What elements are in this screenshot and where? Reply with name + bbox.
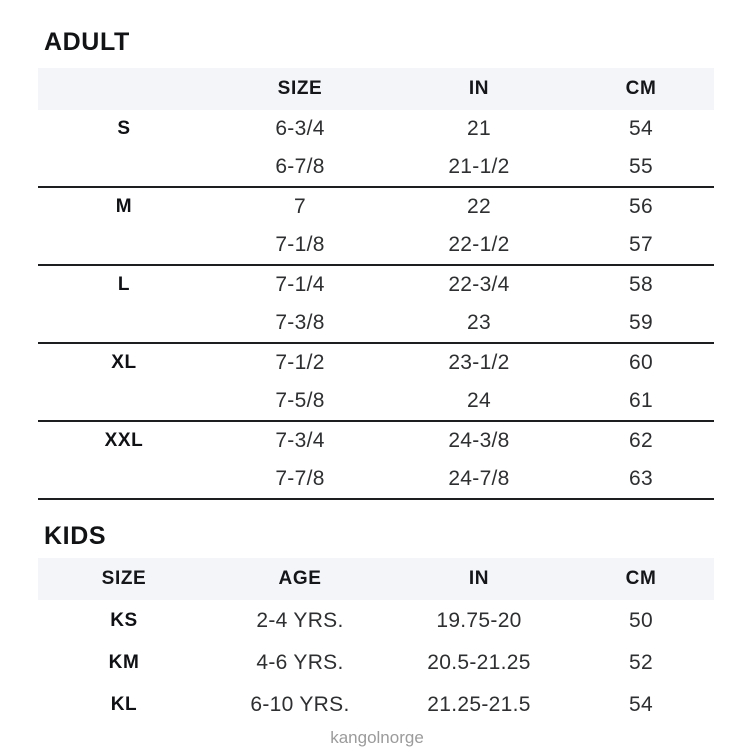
- size-label-cell: KM: [108, 652, 140, 673]
- adult-header-cm: CM: [568, 68, 714, 110]
- cm-value-cell: 50: [629, 609, 653, 632]
- cm-value-cell: 56: [629, 195, 653, 218]
- cm-value-cell: 52: [629, 651, 653, 674]
- in-value-cell: 21.25-21.5: [427, 693, 531, 716]
- watermark-text: kangolnorge: [330, 728, 424, 747]
- adult-header-row: [38, 68, 714, 110]
- adult-section-title: ADULT: [44, 28, 130, 56]
- cm-value-cell: 54: [629, 117, 653, 140]
- size-label-cell: [38, 382, 210, 421]
- table-row: [38, 187, 714, 226]
- table-row: [38, 600, 714, 642]
- size-label-cell: [38, 226, 210, 265]
- size-label-cell: M: [115, 196, 133, 217]
- cm-value-cell: 62: [629, 429, 653, 452]
- adult-size-table: [38, 68, 714, 500]
- size-label-cell: KS: [110, 610, 138, 631]
- age-value-cell: 4-6 YRS.: [256, 651, 344, 674]
- cm-value-cell: 60: [629, 351, 653, 374]
- size-label-cell: L: [117, 274, 131, 295]
- table-row: [38, 642, 714, 684]
- size-value-cell: 7-1/8: [210, 226, 390, 265]
- cm-value-cell: 57: [568, 226, 714, 265]
- size-value-cell: 7: [294, 195, 306, 218]
- kids-header-row: [38, 558, 714, 600]
- size-value-cell: 7-3/4: [275, 429, 325, 452]
- table-row: [38, 110, 714, 148]
- cm-value-cell: 54: [629, 693, 653, 716]
- size-label-cell: KL: [110, 694, 138, 715]
- kids-section-title: KIDS: [44, 522, 107, 550]
- size-value-cell: 7-1/2: [275, 351, 325, 374]
- table-row: [38, 382, 714, 421]
- cm-value-cell: 61: [568, 382, 714, 421]
- table-row: [38, 343, 714, 382]
- adult-header-size: SIZE: [210, 68, 390, 110]
- cm-value-cell: 59: [568, 304, 714, 343]
- size-value-cell: 7-7/8: [210, 460, 390, 499]
- size-value-cell: 7-5/8: [210, 382, 390, 421]
- size-label-cell: XL: [111, 352, 137, 373]
- kids-header-size: SIZE: [38, 558, 210, 600]
- size-label-cell: [38, 460, 210, 499]
- in-value-cell: 24-7/8: [390, 460, 568, 499]
- table-row: [38, 265, 714, 304]
- table-row: [38, 226, 714, 265]
- in-value-cell: 21: [467, 117, 491, 140]
- size-label-cell: S: [117, 118, 131, 139]
- table-row: [38, 460, 714, 499]
- in-value-cell: 23: [390, 304, 568, 343]
- in-value-cell: 22-1/2: [390, 226, 568, 265]
- in-value-cell: 21-1/2: [390, 148, 568, 187]
- kids-header-cm: CM: [568, 558, 714, 600]
- size-label-cell: [38, 304, 210, 343]
- size-label-cell: [38, 148, 210, 187]
- adult-header-in: IN: [390, 68, 568, 110]
- table-row: [38, 421, 714, 460]
- in-value-cell: 22-3/4: [448, 273, 510, 296]
- size-value-cell: 7-1/4: [275, 273, 325, 296]
- in-value-cell: 20.5-21.25: [427, 651, 531, 674]
- cm-value-cell: 63: [568, 460, 714, 499]
- size-value-cell: 6-7/8: [210, 148, 390, 187]
- size-label-cell: XXL: [104, 430, 144, 451]
- cm-value-cell: 55: [568, 148, 714, 187]
- table-row: [38, 148, 714, 187]
- table-row: [38, 304, 714, 343]
- in-value-cell: 24-3/8: [448, 429, 510, 452]
- size-value-cell: 6-3/4: [275, 117, 325, 140]
- age-value-cell: 6-10 YRS.: [250, 693, 350, 716]
- kids-header-in: IN: [390, 558, 568, 600]
- in-value-cell: 24: [390, 382, 568, 421]
- size-value-cell: 7-3/8: [210, 304, 390, 343]
- in-value-cell: 23-1/2: [448, 351, 510, 374]
- in-value-cell: 19.75-20: [436, 609, 522, 632]
- table-row: [38, 684, 714, 726]
- age-value-cell: 2-4 YRS.: [256, 609, 344, 632]
- in-value-cell: 22: [467, 195, 491, 218]
- kids-size-table: [38, 558, 714, 726]
- kids-header-age: AGE: [210, 558, 390, 600]
- cm-value-cell: 58: [629, 273, 653, 296]
- adult-header-blank: [38, 68, 210, 110]
